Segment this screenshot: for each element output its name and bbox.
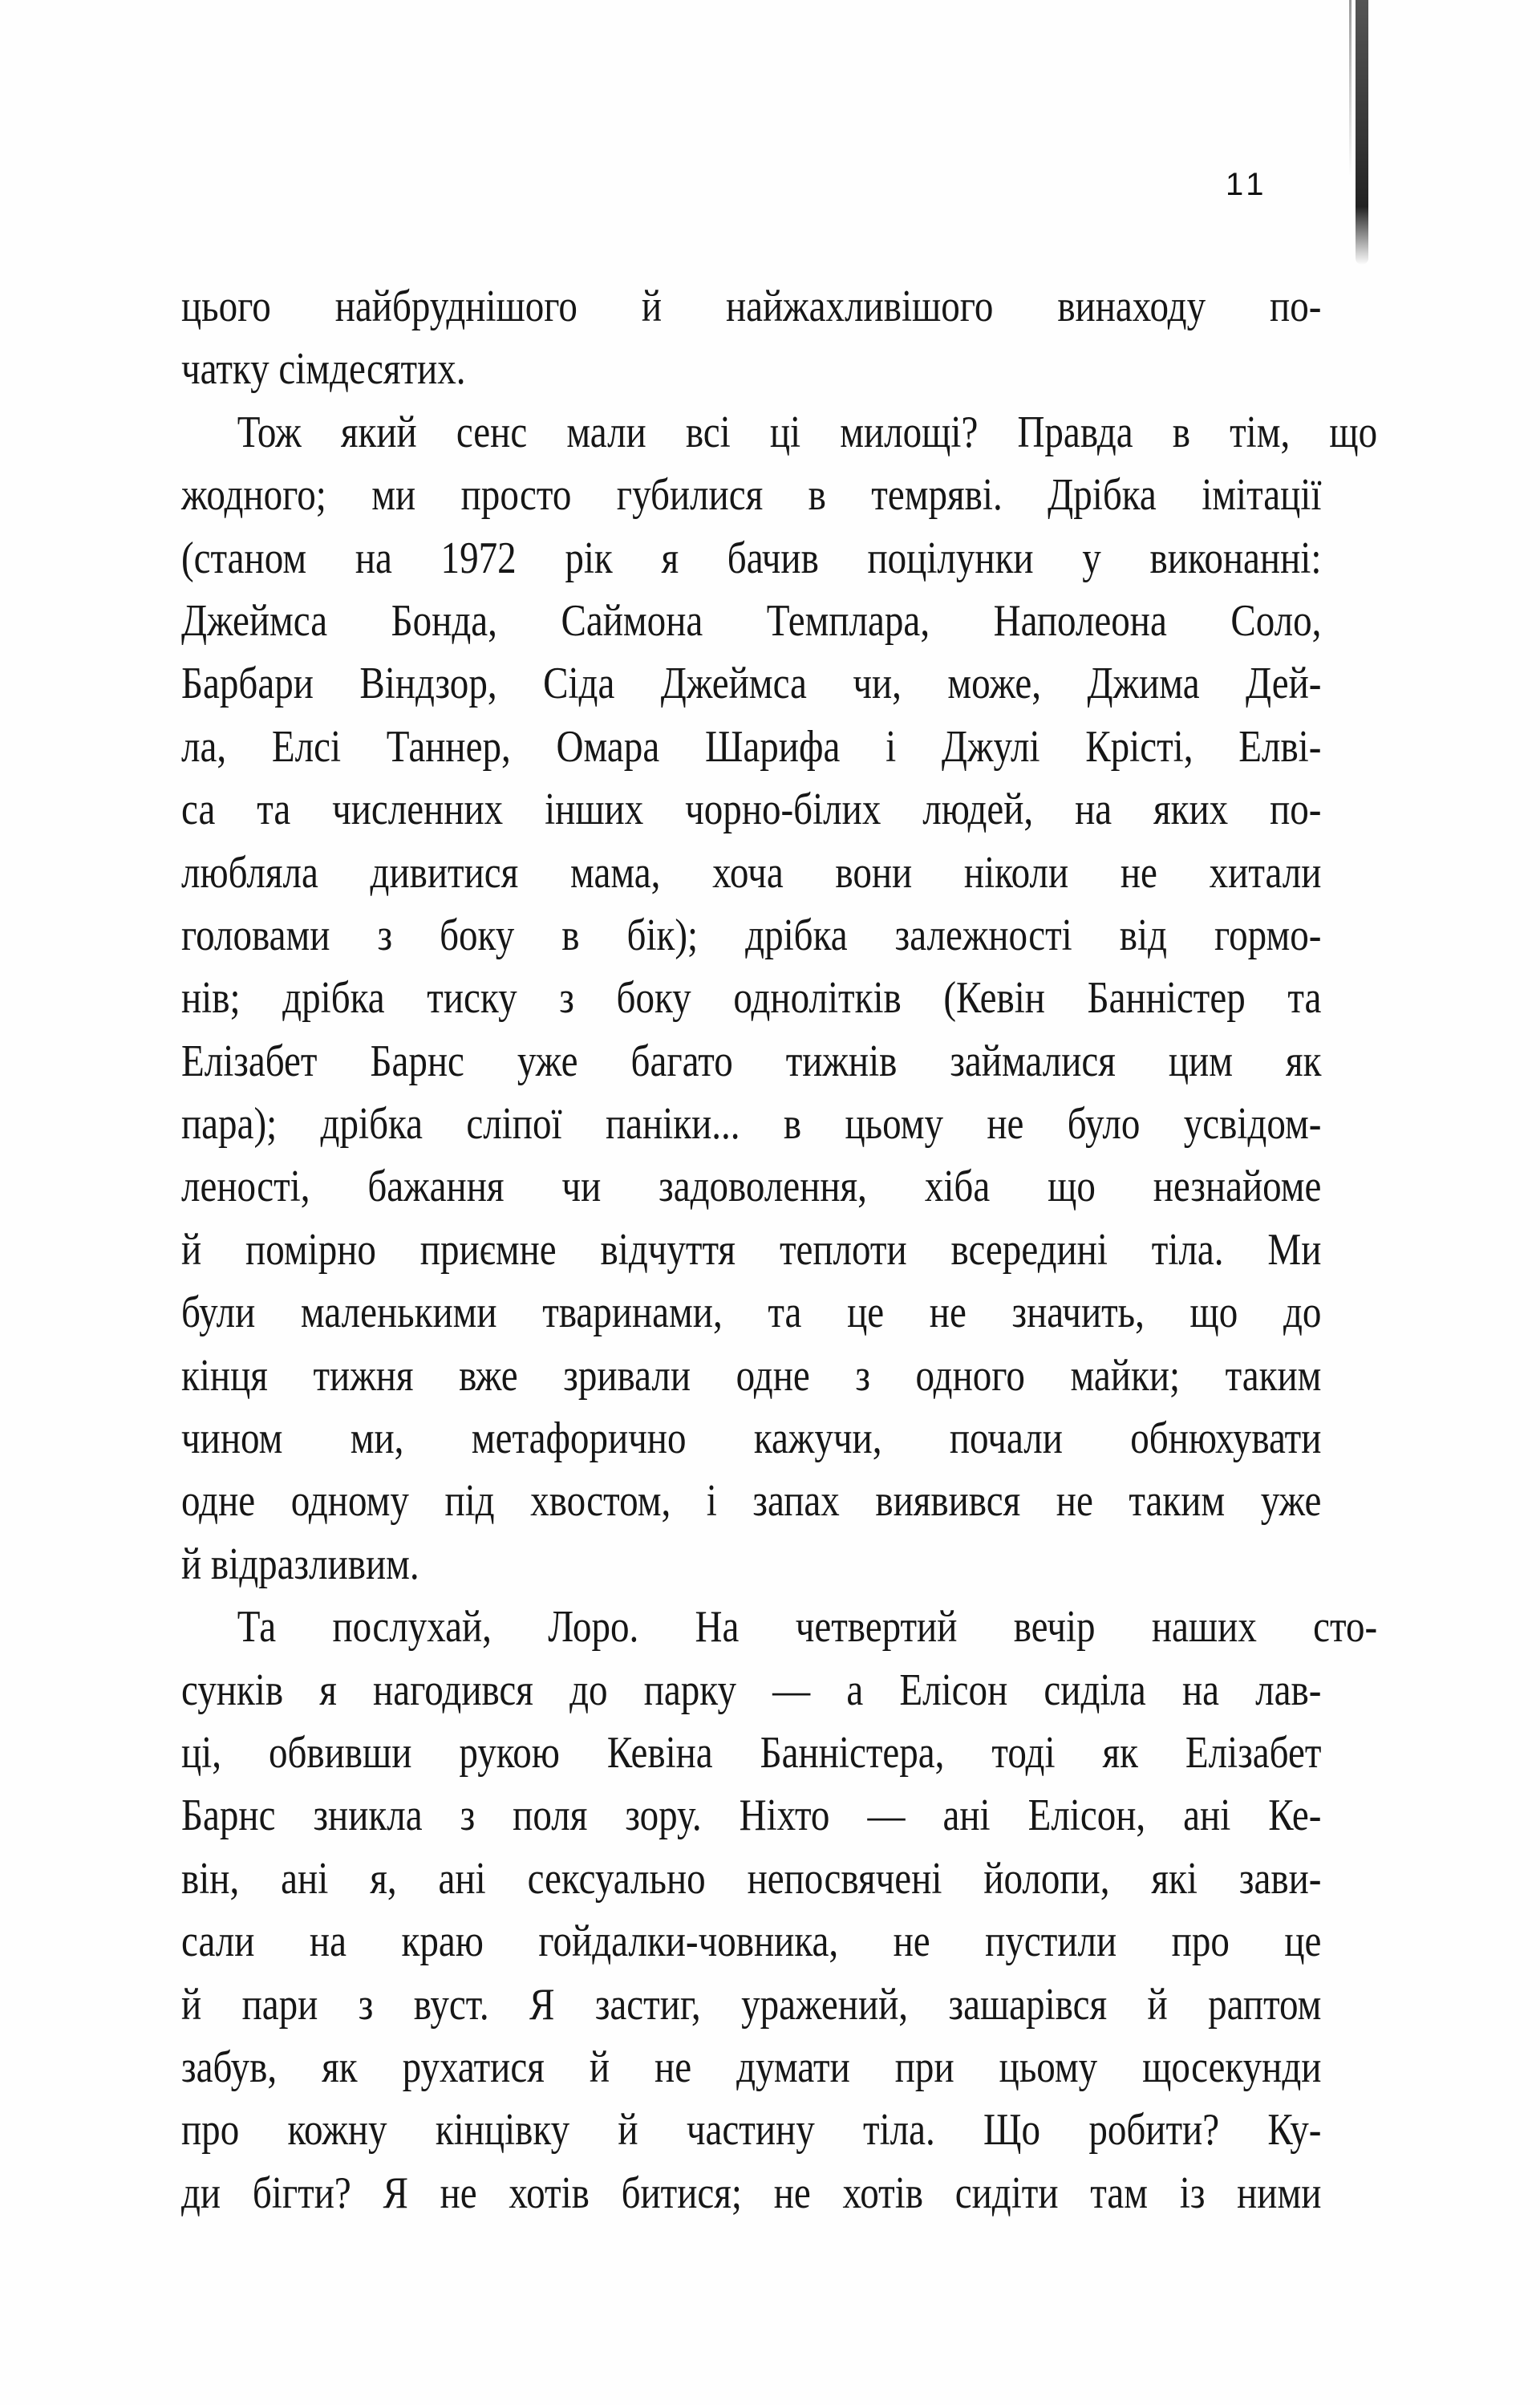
- text-line: про кожну кінцівку й частину тіла. Що робити? Ку-: [181, 2105, 1322, 2156]
- text-line: одне одному під хвостом, і запах виявився не таким уже: [181, 1476, 1322, 1527]
- body-text: [181, 275, 1378, 2225]
- page-number: 11: [1226, 167, 1269, 202]
- text-line: ди бігти? Я не хотів битися; не хотів сидіти там із ними: [181, 2168, 1322, 2218]
- text-line: сунків я нагодився до парку — а Елісон сиділа на лав-: [181, 1665, 1322, 1715]
- text-line: забув, як рухатися й не думати при цьому щосекунди: [181, 2042, 1322, 2092]
- text-line: любляла дивитися мама, хоча вони ніколи не хитали: [181, 847, 1322, 898]
- text-line: й помірно приємне відчуття теплоти всередині тіла. Ми: [181, 1224, 1322, 1275]
- text-line: леності, бажання чи задоволення, хіба що незнайоме: [181, 1162, 1322, 1212]
- text-line: ці, обвивши рукою Кевіна Банністера, тоді як Елізабет: [181, 1727, 1322, 1778]
- text-line: він, ані я, ані сексуально непосвячені йолопи, які зави-: [181, 1853, 1322, 1904]
- text-line: ла, Елсі Таннер, Омара Шарифа і Джулі Крісті, Елві-: [181, 721, 1322, 772]
- text-line: жодного; ми просто губилися в темряві. Дрібка імітації: [181, 470, 1322, 521]
- text-line: цього найбруднішого й найжахливішого винаходу по-: [181, 282, 1322, 331]
- text-line: Барбари Віндзор, Сіда Джеймса чи, може, Джима Дей-: [181, 659, 1322, 709]
- text-line: Барнс зникла з поля зору. Ніхто — ані Елісон, ані Ке-: [181, 1791, 1322, 1841]
- text-line: (станом на 1972 рік я бачив поцілунки у виконанні:: [181, 533, 1322, 583]
- page-edge-shadow: [1356, 0, 1368, 265]
- text-line: Елізабет Барнс уже багато тижнів займалися цим як: [181, 1036, 1322, 1086]
- text-line: чином ми, метафорично кажучи, почали обнюхувати: [181, 1413, 1322, 1464]
- text-line: кінця тижня вже зривали одне з одного майки; таким: [181, 1350, 1322, 1401]
- text-line: нів; дрібка тиску з боку однолітків (Кевін Банністер та: [181, 973, 1322, 1024]
- text-line: були маленькими тваринами, та це не значить, що до: [181, 1288, 1322, 1338]
- text-line: й пари з вуст. Я застиг, уражений, зашарівся й раптом: [181, 1979, 1322, 2030]
- text-line: пара); дрібка сліпої паніки... в цьому не було усвідом-: [181, 1099, 1322, 1150]
- text-line: са та численних інших чорно-білих людей, на яких по-: [181, 785, 1322, 835]
- text-line: Та послухай, Лоро. На четвертий вечір наших сто-: [237, 1602, 1378, 1653]
- text-line: Тож який сенс мали всі ці милощі? Правда в тім, що: [237, 407, 1378, 457]
- text-line: й відразливим.: [181, 1539, 419, 1589]
- text-line: головами з боку в бік); дрібка залежності від гормо-: [181, 910, 1322, 960]
- text-line: сали на краю гойдалки-човника, не пустили про це: [181, 1916, 1322, 1967]
- text-line: Джеймса Бонда, Саймона Темплара, Наполеона Соло,: [181, 595, 1322, 646]
- text-line: чатку сімдесятих.: [181, 344, 466, 395]
